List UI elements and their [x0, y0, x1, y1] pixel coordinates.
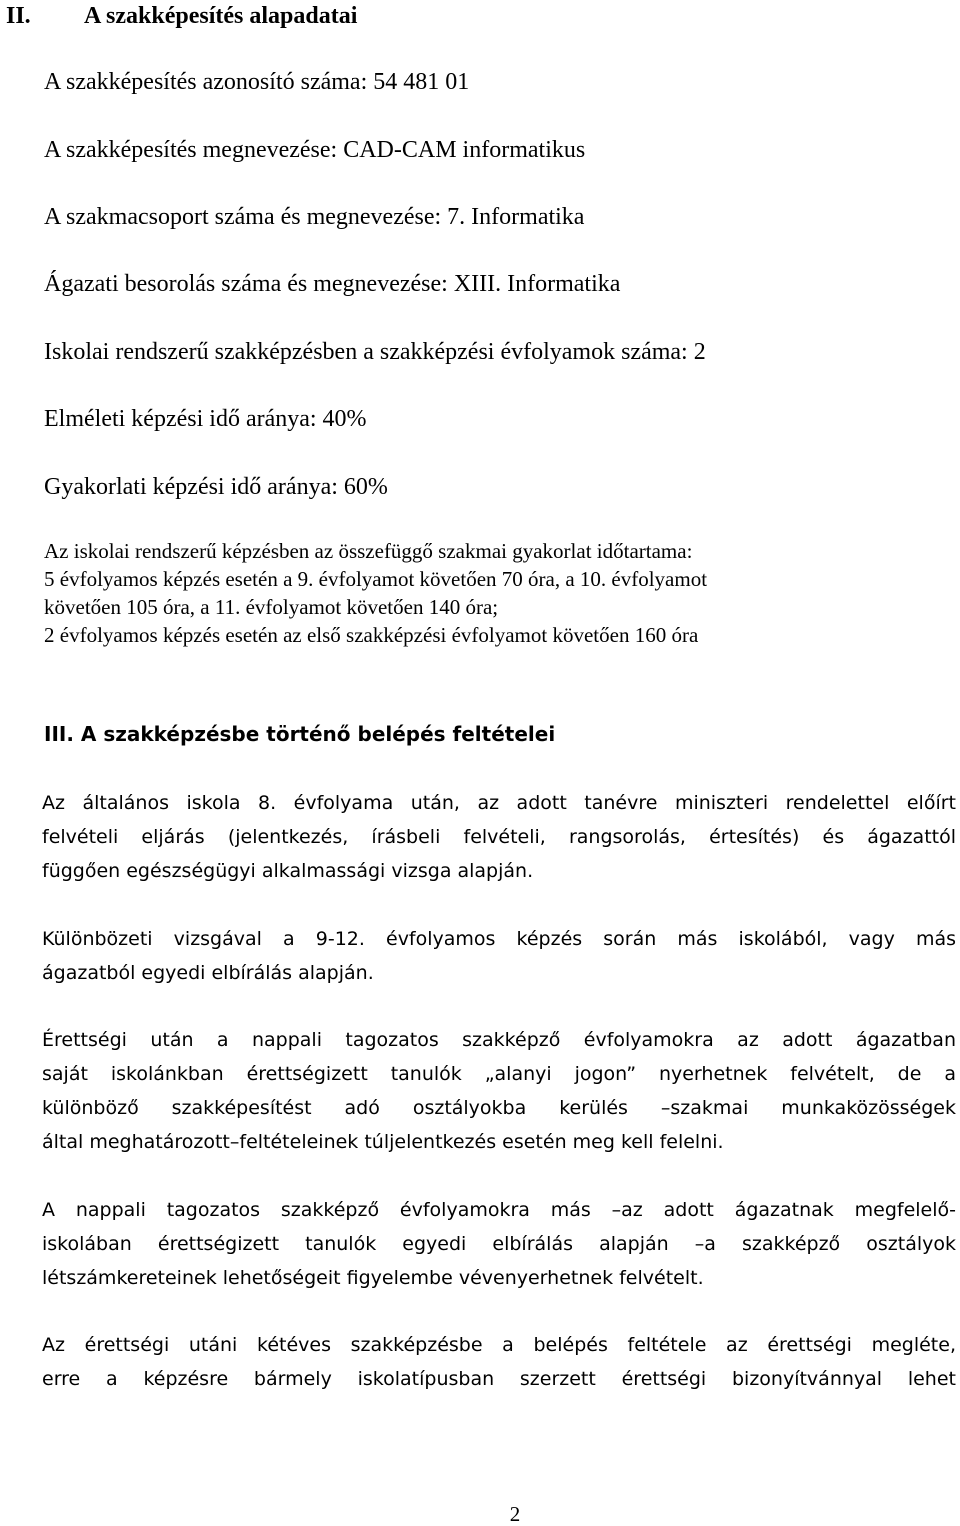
paragraph-ketev — [42, 1328, 956, 1396]
paragraph-line: felvételi eljárás (jelentkezés, írásbeli felvételi, rangsorolás, értesítés) és ágazattól — [42, 826, 956, 848]
paragraph-line: Érettségi után a nappali tagozatos szakképző évfolyamokra az adott ágazatban — [42, 1029, 956, 1051]
paragraph-nappali-tagozat — [42, 1193, 956, 1295]
field-azonosito: A szakképesítés azonosító száma: 54 481 01 — [44, 69, 470, 95]
paragraph-line: Az általános iskola 8. évfolyama után, az adott tanévre miniszteri rendelettel előírt — [42, 792, 956, 814]
gyakorlat-line: követően 105 óra, a 11. évfolyamot követően 140 óra; — [44, 595, 499, 619]
paragraph-line: különböző szakképesítést adó osztályokba kerülés –szakmai munkaközösségek — [42, 1097, 956, 1119]
paragraph-line: erre a képzésre bármely iskolatípusban szerzett érettségi bizonyítvánnyal lehet — [42, 1368, 956, 1390]
gyakorlat-line: Az iskolai rendszerű képzésben az összefüggő szakmai gyakorlat időtartama: — [44, 539, 693, 563]
field-szakmacsoport: A szakmacsoport száma és megnevezése: 7. Informatika — [44, 204, 585, 230]
section-title: A szakképesítés alapadatai — [84, 3, 358, 29]
section-heading-3: III. A szakképzésbe történő belépés feltételei — [44, 722, 556, 746]
paragraph-kulonbozeti — [42, 922, 956, 990]
paragraph-line: létszámkereteinek lehetőségeit figyelembe vévenyerhetnek felvételt. — [42, 1267, 704, 1289]
gyakorlat-line: 2 évfolyamos képzés esetén az első szakképzési évfolyamot követően 160 óra — [44, 623, 699, 647]
page-number: 2 — [509, 1502, 521, 1526]
paragraph-line: ágazatból egyedi elbírálás alapján. — [42, 962, 374, 984]
field-agazati-besorolas: Ágazati besorolás száma és megnevezése: XIII. Informatika — [44, 271, 621, 297]
paragraph-line: függően egészségügyi alkalmassági vizsga alapján. — [42, 860, 534, 882]
paragraph-line: saját iskolánkban érettségizett tanulók „alanyi jogon” nyerhetnek felvételt, de a — [42, 1063, 956, 1085]
field-elmeleti-arany: Elméleti képzési idő aránya: 40% — [44, 406, 367, 432]
gyakorlat-block — [44, 537, 924, 649]
section-number: II. — [6, 3, 31, 29]
paragraph-line: által meghatározott–feltételeinek túljelentkezés esetén meg kell felelni. — [42, 1131, 724, 1153]
field-evfolyamok-szama: Iskolai rendszerű szakképzésben a szakképzési évfolyamok száma: 2 — [44, 339, 706, 365]
paragraph-line: A nappali tagozatos szakképző évfolyamokra más –az adott ágazatnak megfelelő- — [42, 1199, 956, 1221]
paragraph-felvetel — [42, 786, 956, 888]
section-heading-2 — [6, 2, 357, 30]
paragraph-line: iskolában érettségizett tanulók egyedi elbírálás alapján –a szakképző osztályok — [42, 1233, 956, 1255]
field-gyakorlati-arany: Gyakorlati képzési idő aránya: 60% — [44, 474, 388, 500]
paragraph-line: Az érettségi utáni kétéves szakképzésbe a belépés feltétele az érettségi megléte, — [42, 1334, 956, 1356]
paragraph-line: Különbözeti vizsgával a 9-12. évfolyamos képzés során más iskolából, vagy más — [42, 928, 956, 950]
gyakorlat-line: 5 évfolyamos képzés esetén a 9. évfolyamot követően 70 óra, a 10. évfolyamot — [44, 567, 708, 591]
field-megnevezes: A szakképesítés megnevezése: CAD-CAM informatikus — [44, 137, 586, 163]
paragraph-erettsegi-utan — [42, 1023, 956, 1159]
